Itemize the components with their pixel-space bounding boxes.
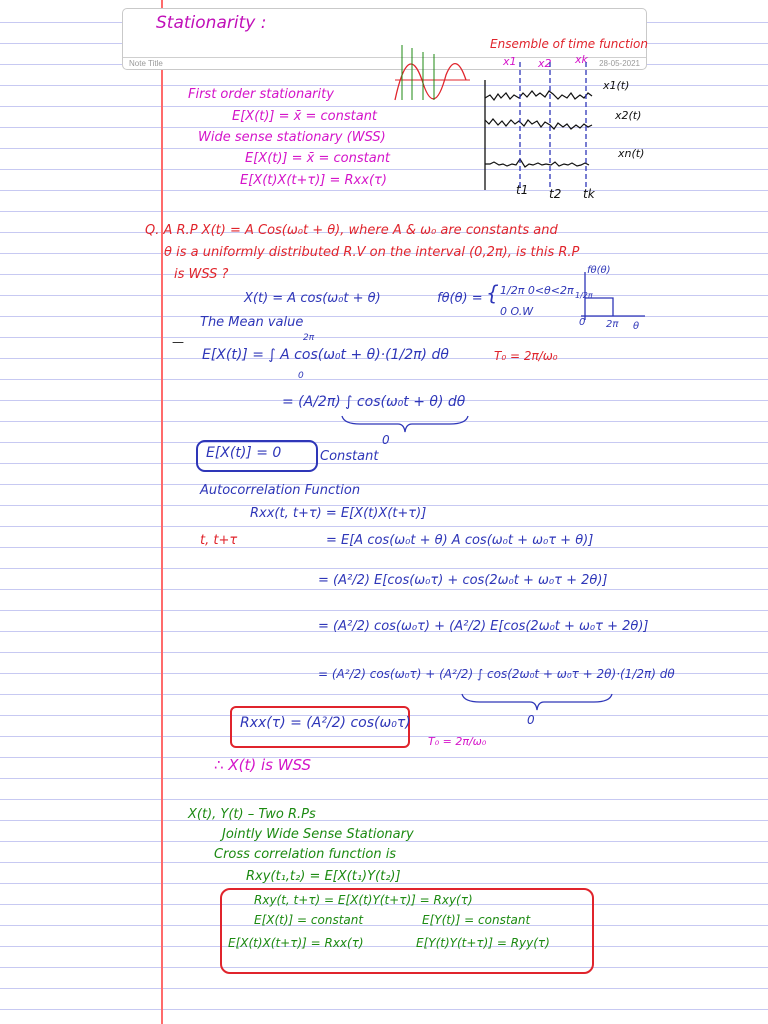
- joint-cross-correlation: Rxy(t, t+τ) = E[X(t)Y(t+τ)] = Rxy(τ): [254, 893, 473, 907]
- mean-dash: —: [172, 335, 184, 349]
- mean-period: T₀ = 2π/ω₀: [494, 349, 558, 363]
- ensemble-x2-label: x2: [538, 57, 552, 70]
- joint-line-2: Jointly Wide Sense Stationary: [222, 827, 414, 842]
- autocorr-step-3: = (A²/2) cos(ω₀τ) + (A²/2) E[cos(2ω₀t + ω₀τ + 2θ)]: [318, 619, 649, 634]
- autocorr-brace-value: 0: [527, 713, 535, 727]
- page-title: Stationarity :: [156, 13, 267, 33]
- mean-equation: E[X(t)] = ∫ A cos(ω₀t + θ)·(1/2π) dθ: [202, 347, 449, 363]
- pdf-graph-x0: 0: [579, 317, 586, 328]
- autocorr-side-note: t, t+τ: [200, 533, 238, 548]
- curve-label-x1: x1(t): [603, 79, 630, 92]
- note-date: 28-05-2021: [599, 59, 640, 68]
- time-label-t2: t2: [549, 187, 562, 201]
- ensemble-x1-label: x1: [503, 55, 517, 68]
- autocorr-step-4: = (A²/2) cos(ω₀τ) + (A²/2) ∫ cos(2ω₀t + ω₀τ + 2θ)·(1/2π) dθ: [318, 667, 675, 681]
- mean-heading: The Mean value: [200, 315, 304, 330]
- ensemble-heading: Ensemble of time function: [490, 37, 648, 51]
- pdf-graph-x1: 2π: [606, 319, 619, 330]
- mean-integral-upper: 2π: [303, 333, 315, 343]
- mean-constant-label: Constant: [320, 449, 379, 464]
- joint-line-4: Rxy(t₁,t₂) = E[X(t₁)Y(t₂)]: [246, 869, 401, 884]
- autocorr-period: T₀ = 2π/ω₀: [428, 735, 487, 748]
- curve-label-xn: xn(t): [618, 147, 645, 160]
- question-line-2: θ is a uniformly distributed R.V on the interval (0,2π), is this R.P: [164, 245, 580, 260]
- pdf-brace: {: [486, 281, 499, 305]
- mean-step-2: = (A/2π) ∫ cos(ω₀t + θ) dθ: [282, 394, 466, 410]
- first-order-heading: First order stationarity: [188, 87, 334, 102]
- autocorr-underbrace: [460, 692, 616, 712]
- process-definition: X(t) = A cos(ω₀t + θ): [244, 291, 381, 306]
- autocorr-step-2: = (A²/2) E[cos(ω₀τ) + cos(2ω₀t + ω₀τ + 2θ)]: [318, 573, 608, 588]
- wss-mean-equation: E[X(t)] = x̄ = constant: [245, 151, 391, 166]
- wss-autocorr-equation: E[X(t)X(t+τ)] = Rxx(τ): [240, 173, 387, 188]
- mean-underbrace: [340, 414, 470, 434]
- first-order-equation: E[X(t)] = x̄ = constant: [232, 109, 378, 124]
- margin-line: [161, 0, 163, 1024]
- pdf-graph-theta: θ: [633, 321, 640, 332]
- time-label-t1: t1: [516, 183, 529, 197]
- question-line-3: is WSS ?: [174, 267, 229, 282]
- pdf-graph-ylabel: fθ(θ): [587, 265, 611, 276]
- joint-mean-x: E[X(t)] = constant: [254, 913, 364, 927]
- autocorr-heading: Autocorrelation Function: [200, 483, 361, 498]
- pdf-case-1: 1/2π 0<θ<2π: [500, 284, 574, 297]
- ensemble-sketch: [390, 37, 650, 200]
- joint-line-3: Cross correlation function is: [214, 847, 397, 862]
- pdf-graph-height: 1/2π: [575, 291, 593, 300]
- pdf-case-2: 0 O.W: [500, 305, 534, 318]
- autocorr-definition: Rxx(t, t+τ) = E[X(t)X(t+τ)]: [250, 506, 427, 521]
- joint-line-1: X(t), Y(t) – Two R.Ps: [188, 807, 316, 822]
- autocorr-result: Rxx(τ) = (A²/2) cos(ω₀τ): [240, 715, 411, 731]
- ensemble-xk-label: xk: [575, 53, 588, 66]
- joint-autocorr-x: E[X(t)X(t+τ)] = Rxx(τ): [228, 936, 364, 950]
- wss-conclusion: ∴ X(t) is WSS: [214, 756, 312, 774]
- question-line-1: Q. A R.P X(t) = A Cos(ω₀t + θ), where A & ω₀ are constants and: [145, 223, 558, 238]
- mean-integral-lower: 0: [298, 371, 304, 381]
- joint-mean-y: E[Y(t)] = constant: [422, 913, 531, 927]
- mean-result: E[X(t)] = 0: [206, 445, 282, 461]
- time-label-tk: tk: [583, 187, 595, 201]
- wss-heading: Wide sense stationary (WSS): [198, 130, 386, 145]
- mean-brace-value: 0: [382, 433, 390, 447]
- pdf-function: fθ(θ) =: [437, 291, 483, 306]
- autocorr-step-1: = E[A cos(ω₀t + θ) A cos(ω₀t + ω₀τ + θ)]: [326, 533, 594, 548]
- joint-autocorr-y: E[Y(t)Y(t+τ)] = Ryy(τ): [416, 936, 550, 950]
- note-title-label: Note Title: [129, 59, 163, 68]
- curve-label-x2: x2(t): [615, 109, 642, 122]
